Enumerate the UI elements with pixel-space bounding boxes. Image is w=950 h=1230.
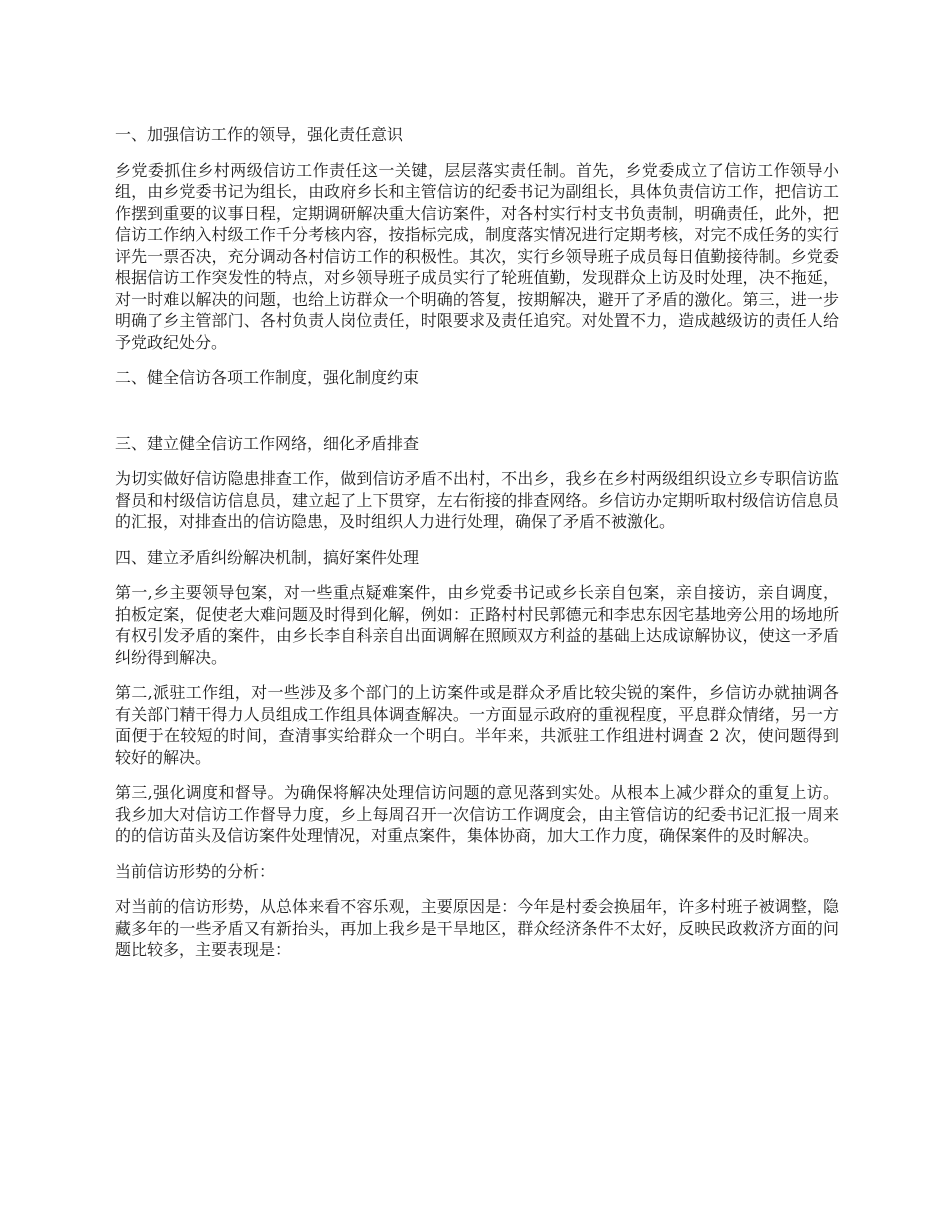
- section-4-paragraph-2: 第二,派驻工作组，对一些涉及多个部门的上访案件或是群众矛盾比较尖锐的案件，乡信访办就抽调各有关部门精干得力人员组成工作组具体调查解决。一方面显示政府的重视程度，平息群众情绪，另一方面便于在较短的时间，查清事实给群众一个明白。半年来，共派驻工作组进村调查 2 次，使问题得到较好的解决。: [115, 683, 839, 767]
- blank-space: [115, 403, 839, 433]
- section-1-paragraph-1: 乡党委抓住乡村两级信访工作责任这一关键，层层落实责任制。首先，乡党委成立了信访工作领导小组，由乡党委书记为组长，由政府乡长和主管信访的纪委书记为副组长，具体负责信访工作，把信访工作摆到重要的议事日程，定期调研解决重大信访案件，对各村实行村支书负责制，明确责任，此外，把信访工作纳入村级工作千分考核内容，按指标完成，制度落实情况进行定期考核，对完不成任务的实行评先一票否决，充分调动各村信访工作的积极性。其次，实行乡领导班子成员每日值勤接待制。乡党委根据信访工作突发性的特点，对乡领导班子成员实行了轮班值勤，发现群众上访及时处理，决不拖延，对一时难以解决的问题，也给上访群众一个明确的答复，按期解决，避开了矛盾的激化。第三，进一步明确了乡主管部门、各村负责人岗位责任，时限要求及责任追究。对处置不力，造成越级访的责任人给予党政纪处分。: [115, 160, 839, 352]
- section-heading-3: 三、建立健全信访工作网络，细化矛盾排查: [115, 433, 420, 453]
- document-page: [115, 124, 839, 975]
- section-5-paragraph-1: 对当前的信访形势，从总体来看不容乐观，主要原因是：今年是村委会换届年，许多村班子被调整，隐藏多年的一些矛盾又有新抬头，再加上我乡是干旱地区，群众经济条件不太好，反映民政救济方面的问题比较多，主要表现是：: [115, 897, 839, 959]
- section-heading-2: 二、健全信访各项工作制度，强化制度约束: [115, 368, 420, 387]
- section-3-paragraph-1: 为切实做好信访隐患排查工作，做到信访矛盾不出村，不出乡，我乡在乡村两级组织设立乡专职信访监督员和村级信访信息员，建立起了上下贯穿，左右衔接的排查网络。乡信访办定期听取村级信访信息员的汇报，对排查出的信访隐患，及时组织人力进行处理，确保了矛盾不被激化。: [115, 469, 839, 531]
- section-4-paragraph-1: 第一,乡主要领导包案，对一些重点疑难案件，由乡党委书记或乡长亲自包案，亲自接访，亲自调度，拍板定案，促使老大难问题及时得到化解，例如：正路村村民郭德元和李忠东因宅基地旁公用的场地所有权引发矛盾的案件，由乡长李自科亲自出面调解在照顾双方利益的基础上达成谅解协议，使这一矛盾纠纷得到解决。: [115, 583, 839, 667]
- section-heading-5: 当前信访形势的分析：: [115, 861, 276, 881]
- section-4-paragraph-3: 第三,强化调度和督导。为确保将解决处理信访问题的意见落到实处。从根本上减少群众的重复上访。我乡加大对信访工作督导力度，乡上每周召开一次信访工作调度会，由主管信访的纪委书记汇报一周来的的信访苗头及信访案件处理情况，对重点案件，集体协商，加大工作力度，确保案件的及时解决。: [115, 783, 839, 845]
- section-heading-1: 一、加强信访工作的领导，强化责任意识: [115, 125, 404, 144]
- section-heading-4: 四、建立矛盾纠纷解决机制，搞好案件处理: [115, 547, 420, 567]
